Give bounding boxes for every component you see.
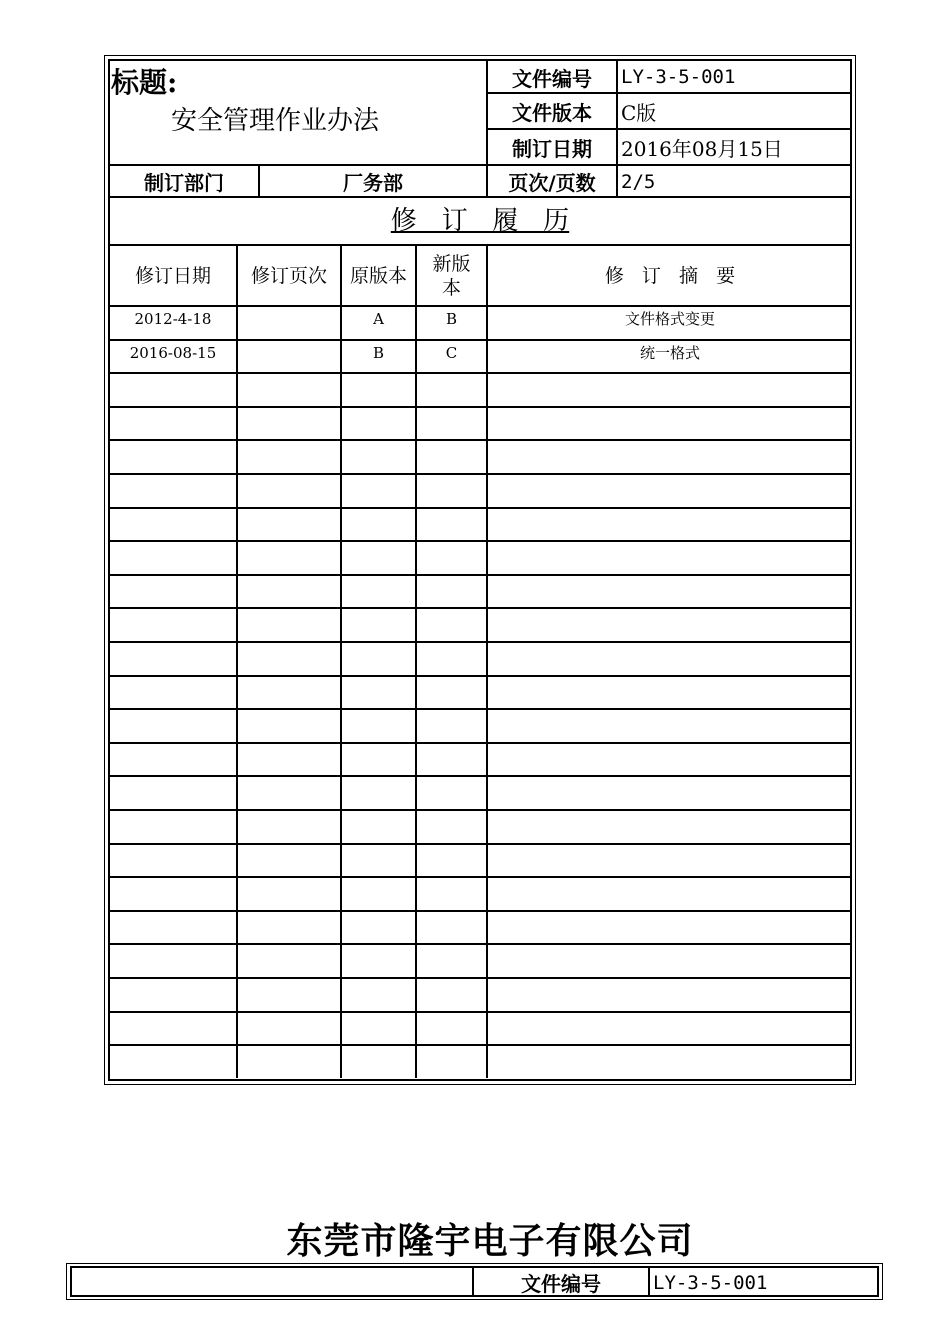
cell-summary: 文件格式变更 [624,310,715,329]
cell-date: 2012-4-18 [134,309,212,328]
cell-old-version: A [373,309,384,328]
table-col-divider [486,246,488,1078]
dept-value: 厂务部 [343,171,403,195]
history-title-row [108,198,852,238]
cell-summary: 统一格式 [639,344,700,363]
table-row-divider [108,943,852,945]
date-value: 2016年08月15日 [621,137,783,161]
title-label: 标题: [111,66,178,99]
table-row-divider [108,809,852,811]
table-row-divider [108,675,852,677]
table-row-divider [108,406,852,408]
date-label: 制订日期 [512,137,592,161]
table-row-divider [108,910,852,912]
table-row-divider [108,372,852,374]
doc-no-label: 文件编号 [512,66,592,91]
table-row-divider [108,507,852,509]
table-row-divider [108,641,852,643]
table-row-divider [108,775,852,777]
table-row-divider [108,1044,852,1046]
document-title: 安全管理作业办法 [170,105,379,136]
dept-label: 制订部门 [144,171,224,195]
table-row-divider [108,977,852,979]
table-row-divider [108,439,852,441]
table-row-divider [108,742,852,744]
cell-new-version: B [445,309,458,328]
table-row-divider [108,1011,852,1013]
version-label: 文件版本 [512,101,592,125]
footer-doc-no-value: LY-3-5-001 [653,1271,768,1294]
col-header-page: 修订页次 [250,264,327,287]
cell-page [238,341,340,365]
table-col-divider [415,246,417,1078]
table-row-divider [108,843,852,845]
table-row-divider [108,540,852,542]
page-value: 2/5 [621,170,656,193]
table-row-divider [108,574,852,576]
cell-new-version: C [445,343,458,362]
table-row-divider [108,473,852,475]
cell-page [238,307,340,331]
cell-date: 2016-08-15 [129,343,217,362]
table-row-divider [108,876,852,878]
col-header-date: 修订日期 [134,264,211,287]
table-row-divider [108,607,852,609]
col-header-old-version: 原版本 [349,264,407,287]
table-row-divider [108,708,852,710]
company-name: 东莞市隆宇电子有限公司 [286,1219,694,1262]
col-header-summary: 修 订 摘 要 [604,264,736,287]
version-value: C版 [621,101,657,125]
footer-doc-no-label: 文件编号 [521,1272,601,1296]
page-label: 页次/页数 [508,171,596,195]
table-col-divider [340,246,342,1078]
table-col-divider [236,246,238,1078]
cell-old-version: B [372,343,385,362]
history-title: 修 订 履 历 [390,205,570,236]
col-header-new-version: 新版本 [432,252,471,299]
doc-no-value: LY-3-5-001 [621,66,736,88]
